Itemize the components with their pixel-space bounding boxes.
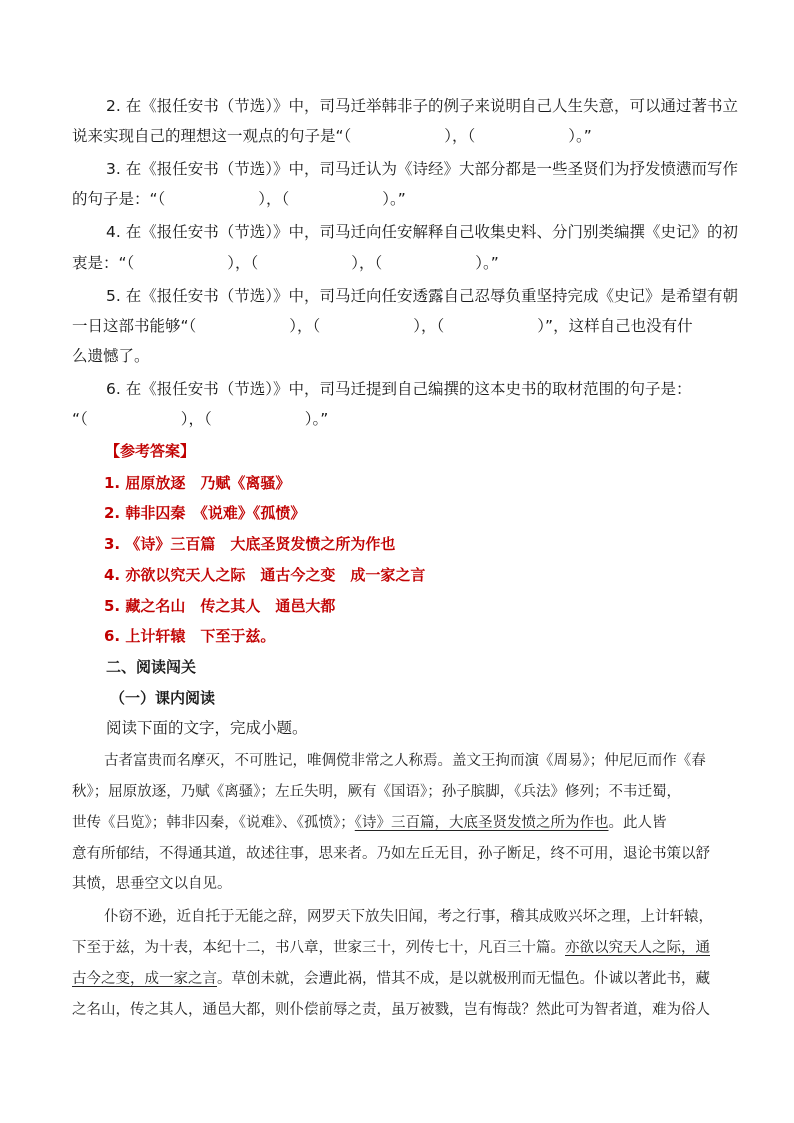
question-4-line-1: 4. 在《报任安书（节选）》中，司马迁向任安解释自己收集史料、分门别类编撰《史记》的初 [106, 223, 738, 241]
question-6-line-2: “（ ），（ ）。” [72, 410, 329, 428]
underlined-sentence: 古今之变，成一家之言 [72, 971, 217, 987]
question-3-line-1: 3. 在《报任安书（节选）》中，司马迁认为《诗经》大部分都是一些圣贤们为抒发愤懑而写作 [106, 160, 738, 178]
section-title: 二、阅读闯关 [106, 658, 197, 676]
instruction-text: 阅读下面的文字，完成小题。 [106, 719, 308, 737]
passage-line: 其愤，思垂空文以自见。 [72, 876, 232, 892]
passage-text: 。草创未就，会遭此祸，惜其不成，是以就极刑而无愠色。仆诚以著此书，藏 [217, 971, 710, 987]
passage-line: 仆窃不逊，近自托于无能之辞，网罗天下放失旧闻，考之行事，稽其成败兴坏之理，上计轩辕， [104, 909, 713, 925]
passage-line: 意有所郁结，不得通其道，故述往事，思来者。乃如左丘无目，孙子断足，终不可用，退论书策以舒 [72, 846, 710, 862]
question-2-line-1: 2. 在《报任安书（节选）》中，司马迁举韩非子的例子来说明自己人生失意，可以通过著书立 [106, 97, 738, 115]
passage-text: 世传《吕览》；韩非囚秦，《说难》、《孤愤》； [72, 815, 355, 831]
passage-line [72, 937, 710, 959]
question-2-line-2: 说来实现自己的理想这一观点的句子是“（ ），（ ）。” [72, 127, 592, 145]
answer-item: 4. 亦欲以究天人之际 通古今之变 成一家之言 [104, 566, 426, 584]
answer-item: 3. 《诗》三百篇 大底圣贤发愤之所为作也 [104, 535, 396, 553]
answers-title: 【参考答案】 [105, 442, 196, 460]
passage-line: 之名山，传之其人，通邑大都，则仆偿前辱之责，虽万被戮，岂有悔哉？然此可为智者道，难为俗人 [72, 1002, 710, 1018]
passage-text: 下至于兹，为十表，本纪十二，书八章，世家三十，列传七十，凡百三十篇。 [72, 940, 565, 956]
underlined-sentence: 《诗》三百篇，大底圣贤发愤之所为作也 [354, 815, 609, 831]
underlined-sentence: 亦欲以究天人之际，通 [565, 940, 710, 956]
answer-item: 6. 上计轩辕 下至于兹。 [104, 627, 276, 645]
passage-line: 秋》；屈原放逐，乃赋《离骚》；左丘失明，厥有《国语》；孙子膑脚，《兵法》修列；不韦迁蜀， [72, 784, 681, 800]
passage-line: 古者富贵而名摩灭，不可胜记，唯倜傥非常之人称焉。盖文王拘而演《周易》；仲尼厄而作《春 [104, 753, 706, 769]
answer-item: 1. 屈原放逐 乃赋《离骚》 [104, 474, 291, 492]
answer-item: 2. 韩非囚秦 《说难》《孤愤》 [104, 504, 306, 522]
passage-text: 。此人皆 [608, 815, 667, 831]
question-6-line-1: 6. 在《报任安书（节选）》中，司马迁提到自己编撰的这本史书的取材范围的句子是： [106, 380, 692, 398]
passage-line [72, 812, 667, 834]
answer-item: 5. 藏之名山 传之其人 通邑大都 [104, 597, 336, 615]
passage-line [72, 968, 710, 990]
question-4-line-2: 衷是：“（ ），（ ），（ ）。” [72, 254, 499, 272]
question-3-line-2: 的句子是：“（ ），（ ）。” [72, 190, 406, 208]
section-subtitle: （一）课内阅读 [110, 689, 216, 707]
question-5-line-1: 5. 在《报任安书（节选）》中，司马迁向任安透露自己忍辱负重坚持完成《史记》是希望有朝 [106, 287, 738, 305]
question-5-line-2: 一日这部书能够“（ ），（ ），（ ）”，这样自己也没有什 [72, 317, 693, 335]
question-5-line-3: 么遗憾了。 [72, 347, 150, 365]
